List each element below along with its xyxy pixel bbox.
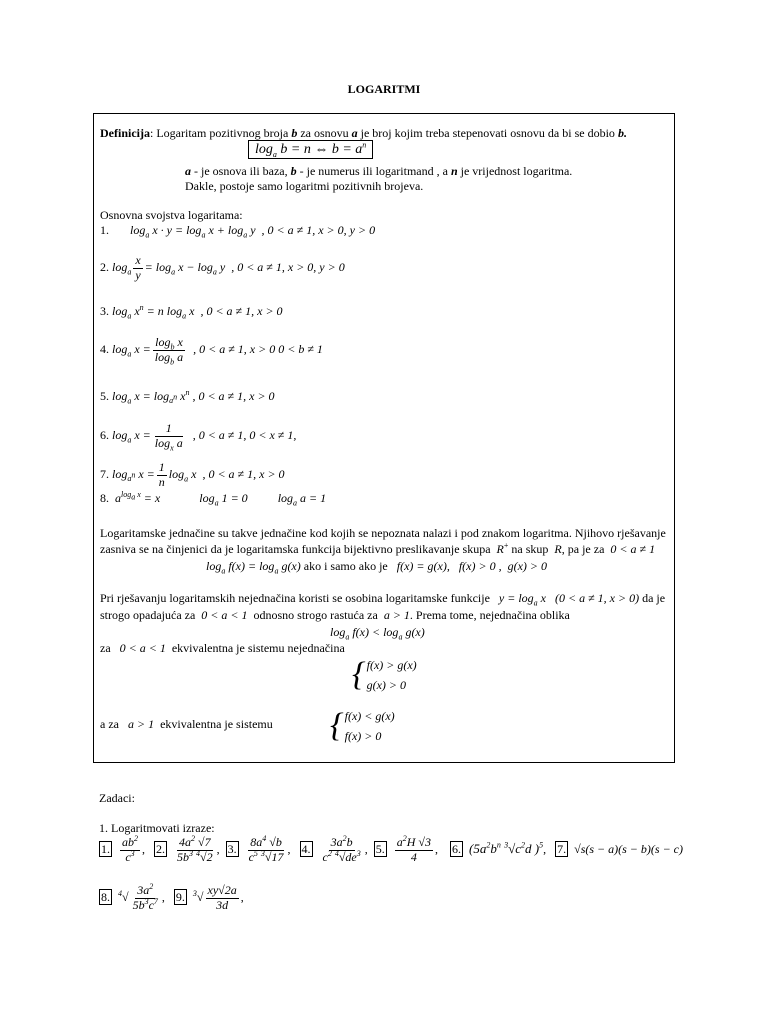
theory-box [93, 113, 675, 763]
equations-line-2: zasniva se na činjenici da je logaritamska funkcija bijektivno preslikavanje skupa R+ na skup R, pa je za 0 < a ≠ 1 [100, 541, 656, 556]
property-3: 3. $\log_a x^n = n$ $\log_a x$ , 0 < a ≠ 1, x > 0 [100, 303, 283, 321]
property-1: 1. $\log_a x \cdot y = \log_a x + \log_a y$ , 0 < a ≠ 1, x > 0, y > 0 [100, 223, 376, 240]
inequalities-line-2: strogo opadajuća za 0 < a < 1 odnosno strogo rastuća za a > 1. Prema tome, nejednačina oblika [100, 608, 570, 622]
task-expressions-row-2: 8. $^4$√ $\frac{3a^2}{5b^3c^7}$ , 9. $^3$√ $\frac{xy√2a}{3d}$ , [101, 882, 244, 912]
system-1: { f(x) > g(x) g(x) > 0 [352, 656, 417, 693]
inequality-form: $\log_a f(x) < \log_a g(x)$ [330, 625, 425, 642]
properties-heading: Osnovna svojstva logaritama: [100, 208, 243, 222]
definition-line: Definicija: Logaritam pozitivnog broja b za osnovu a je broj kojim treba stepenovati osnovu da bi se dobio b. [100, 126, 627, 140]
task-expressions-row-1: 1. $\frac{ab^2}{c^3}$ , 2. $\frac{4a^2 √7}{5b^3 ^4√2}$ , 3. $\frac{8a^4 √b}{c^5 ^3√17}$ , 4. $\frac{3a^2b}{c^2 ^4√de^3}$ , 5. $\frac{a^2H √3}{4}$ , 6. ($5a^2b^n$ $^3√c^2d$ )$^5$, 7. √s(s − a)(s − b)(s − c) [101, 834, 683, 864]
property-8: 8. $a^{log_a x} = x$ $\log_a 1 = 0$ $\log_a a = 1$ [100, 490, 327, 508]
property-4: 4. $\log_a x$ = $\frac{\log_b x}{\log_b a}$ , 0 < a ≠ 1, x > 0 0 < b ≠ 1 [100, 335, 323, 367]
inequalities-case-2: a za a > 1 ekvivalentna je sistemu [100, 717, 273, 731]
property-7: 7. $\log_{a^n} x$ = $\frac{1}{n}$ $\log_a x$ , 0 < a ≠ 1, x > 0 [100, 460, 285, 489]
definition-conclusion: Dakle, postoje samo logaritmi pozitivnih brojeva. [185, 179, 424, 193]
definition-label: Definicija [100, 126, 150, 140]
property-2: 2. $\log_a$ $\frac{x}{y}$ = $\log_a x - \log_a y$ , 0 < a ≠ 1, x > 0, y > 0 [100, 253, 345, 282]
tasks-heading: Zadaci: [99, 791, 135, 805]
equations-line-1: Logaritamske jednačine su takve jednačine kod kojih se nepoznata nalazi i pod znakom logaritma. Njihovo rješavanje [100, 526, 666, 540]
property-6: 6. $\log_a x$ = $\frac{1}{\log_x a}$ , 0 < a ≠ 1, 0 < x ≠ 1, [100, 421, 297, 453]
task-1: 1. Logaritmovati izraze: [99, 821, 215, 835]
equations-line-3: $\log_a f(x) = \log_a g(x)$ ako i samo ako je f(x) = g(x), f(x) > 0 , g(x) > 0 [206, 559, 547, 576]
inequalities-case-1: za 0 < a < 1 ekvivalentna je sistemu nejednačina [100, 641, 345, 655]
page-title: LOGARITMI [347, 82, 421, 96]
definition-explanation: a - je osnova ili baza, b - je numerus ili logaritmand , a n je vrijednost logaritma. [185, 164, 573, 178]
definition-formula: $\log_a b = n$ ⇔ $b = a^n$ [248, 142, 373, 158]
inequalities-line-1: Pri rješavanju logaritamskih nejednačina koristi se osobina logaritamske funkcije $y = \log_a x$ (0 < a ≠ 1, x > 0) da je [100, 591, 666, 608]
property-5: 5. $\log_a x = \log_{a^n} x^n$ , 0 < a ≠ 1, x > 0 [100, 388, 275, 406]
system-2: { f(x) < g(x) f(x) > 0 [330, 707, 395, 744]
